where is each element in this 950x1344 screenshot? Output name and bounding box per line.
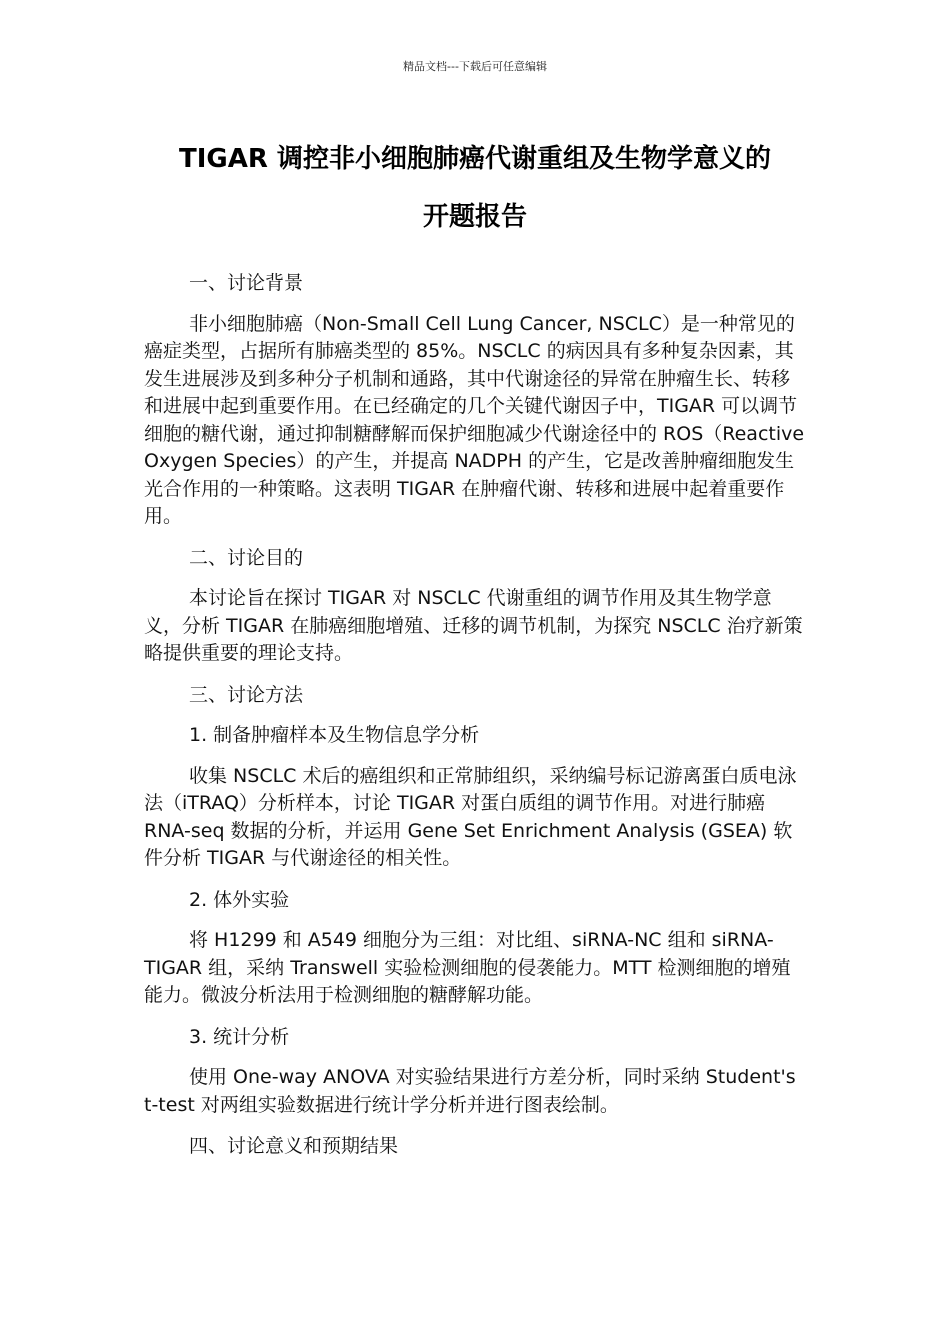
section-heading-background: 一、讨论背景 <box>189 272 304 294</box>
subsection-heading-statistics: 3. 统计分析 <box>189 1025 290 1048</box>
section-heading-significance: 四、讨论意义和预期结果 <box>189 1135 399 1157</box>
document-title <box>140 130 810 246</box>
section-heading-methods: 三、讨论方法 <box>189 683 304 706</box>
paragraph-background: 非小细胞肺癌（Non-Small Cell Lung Cancer, NSCLC）是一种常见的癌症类型，占据所有肺癌类型的 85%。NSCLC 的病因具有多种复杂因素，其发生进展涉及到多种分子机制和通路，其中代谢途径的异常在肿瘤生长、转移和进展中起到重要作用。在已经确定的几个关键代谢因子中，TIGAR 可以调节细胞的糖代谢，通过抑制糖酵解而保护细胞减少代谢途径中的 ROS（Reactive Oxygen Species）的产生，并提高 NADPH 的产生，它是改善肿瘤细胞发生光合作用的一种策略。这表明 TIGAR 在肿瘤代谢、转移和进展中起着重要作用。 <box>144 312 805 527</box>
document-body <box>144 270 808 1174</box>
title-line-2: 开题报告 <box>422 202 527 232</box>
title-line-1: TIGAR 调控非小细胞肺癌代谢重组及生物学意义的 <box>179 144 771 174</box>
paragraph-statistics: 使用 One-way ANOVA 对实验结果进行方差分析，同时采纳 Student's t-test 对两组实验数据进行统计学分析并进行图表绘制。 <box>144 1066 796 1116</box>
page-header: 精品文档---下载后可任意编辑 <box>403 60 547 73</box>
subsection-heading-in-vitro: 2. 体外实验 <box>189 888 290 911</box>
subsection-heading-samples: 1. 制备肿瘤样本及生物信息学分析 <box>189 724 480 746</box>
section-heading-purpose: 二、讨论目的 <box>189 546 304 569</box>
paragraph-in-vitro: 将 H1299 和 A549 细胞分为三组：对比组、siRNA-NC 组和 siRNA-TIGAR 组，采纳 Transwell 实验检测细胞的侵袭能力。MTT 检测细胞的增殖能力。微波分析法用于检测细胞的糖酵解功能。 <box>144 929 791 1006</box>
paragraph-purpose: 本讨论旨在探讨 TIGAR 对 NSCLC 代谢重组的调节作用及其生物学意义，分析 TIGAR 在肺癌细胞增殖、迁移的调节机制，为探究 NSCLC 治疗新策略提供重要的理论支持。 <box>144 587 803 664</box>
paragraph-samples: 收集 NSCLC 术后的癌组织和正常肺组织，采纳编号标记游离蛋白质电泳法（iTRAQ）分析样本，讨论 TIGAR 对蛋白质组的调节作用。对进行肺癌 RNA-seq 数据的分析，并运用 Gene Set Enrichment Analysis (GSEA) 软件分析 TIGAR 与代谢途径的相关性。 <box>144 764 797 869</box>
